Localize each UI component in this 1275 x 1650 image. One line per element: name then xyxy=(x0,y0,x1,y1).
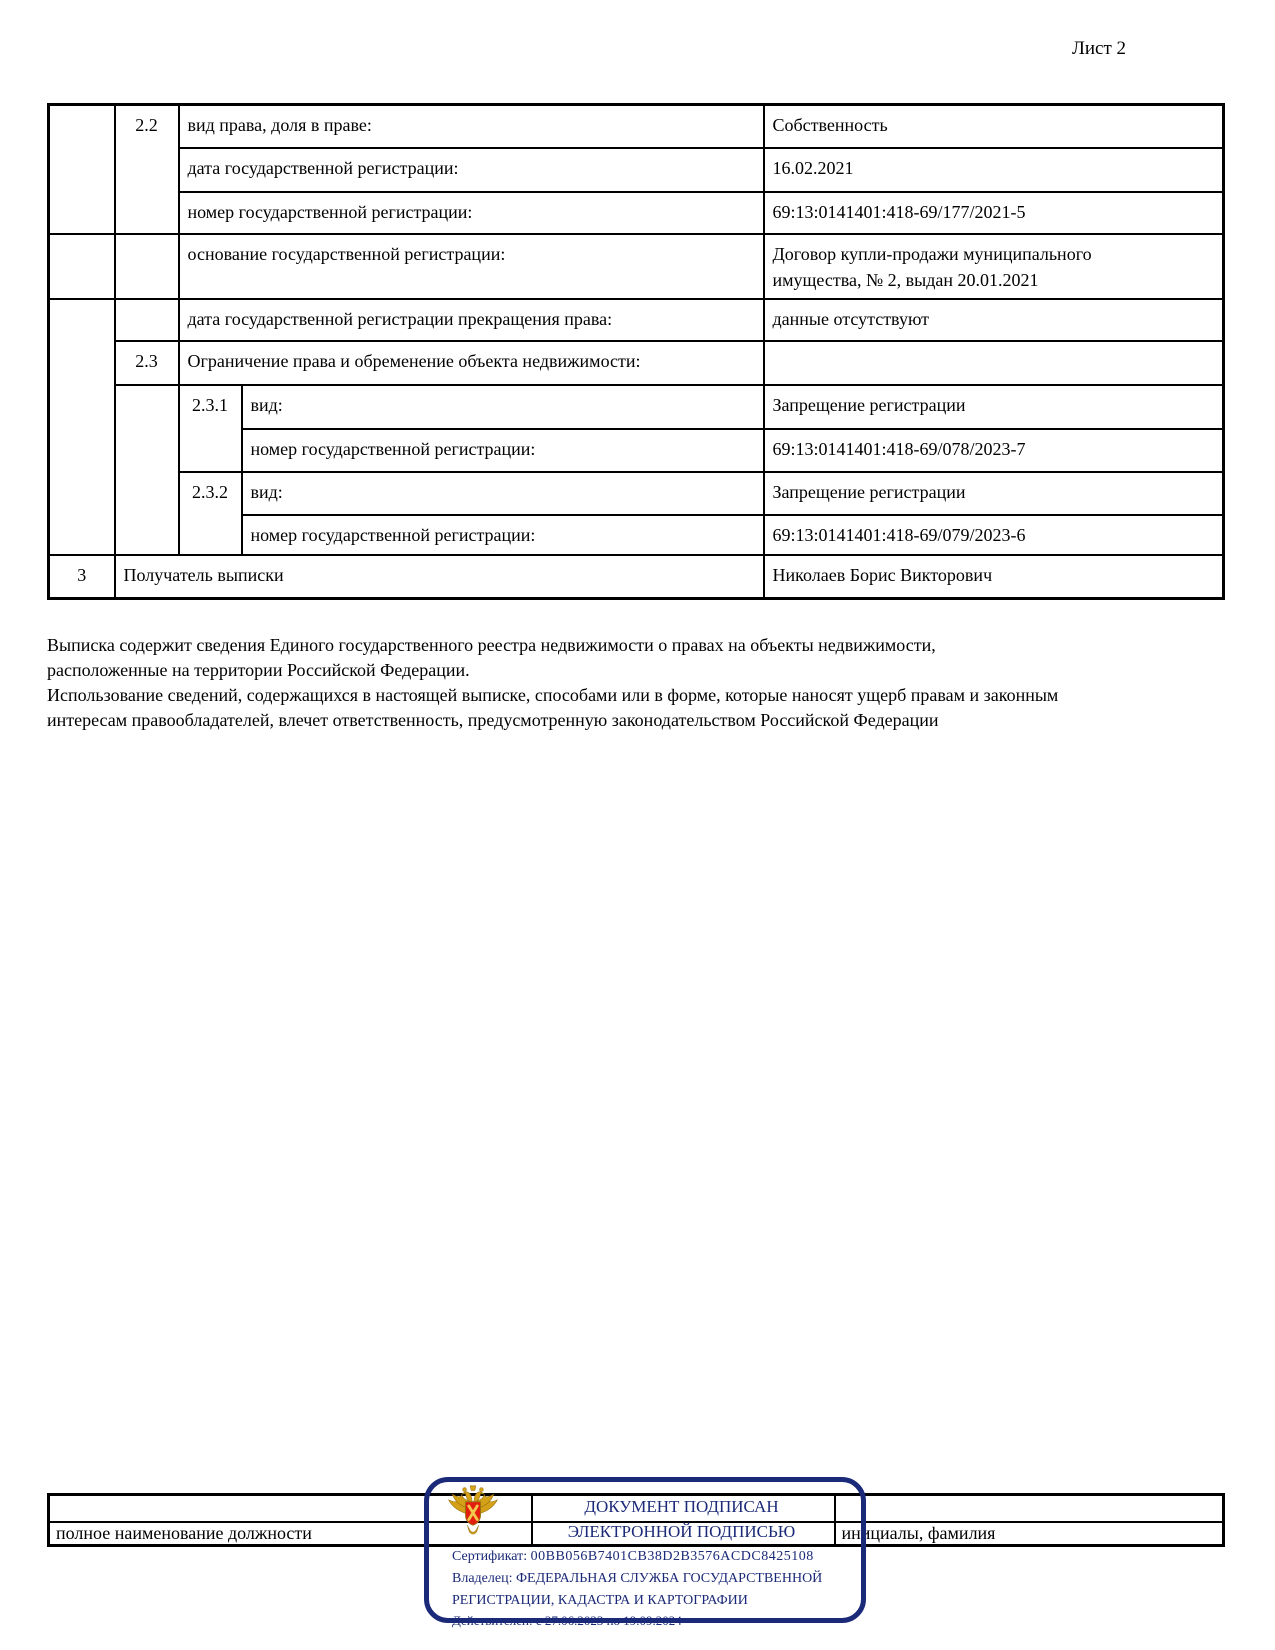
certificate-value: 00BB056B7401CB38D2B3576ACDC8425108 xyxy=(530,1549,814,1564)
field-value: 69:13:0141401:418-69/079/2023-6 xyxy=(764,515,1224,555)
stamp-title-line1: ДОКУМЕНТ ПОДПИСАН xyxy=(584,1497,779,1516)
table-row xyxy=(49,105,1224,148)
row-number xyxy=(115,234,179,299)
note-line: интересам правообладателей, влечет ответственность, предусмотренную законодательством Российской Федерации xyxy=(47,710,939,730)
legal-notes xyxy=(47,633,1177,733)
field-value: данные отсутствуют xyxy=(764,299,1224,341)
field-value xyxy=(764,234,1224,299)
field-value: 69:13:0141401:418-69/078/2023-7 xyxy=(764,429,1224,472)
property-rights-table xyxy=(47,103,1225,600)
field-label: номер государственной регистрации: xyxy=(179,192,764,234)
signature-line-cell xyxy=(835,1495,1224,1522)
certificate-line xyxy=(452,1546,852,1568)
field-label: номер государственной регистрации: xyxy=(242,515,764,555)
coat-of-arms-icon xyxy=(443,1483,503,1543)
field-value-line: имущества, № 2, выдан 20.01.2021 xyxy=(772,269,1039,290)
sheet-number: Лист 2 xyxy=(1071,38,1126,59)
field-value: Запрещение регистрации xyxy=(764,385,1224,429)
table-row xyxy=(49,234,1224,299)
stamp-title-line2: ЭЛЕКТРОННОЙ ПОДПИСЬЮ xyxy=(567,1522,796,1541)
note-line: Использование сведений, содержащихся в настоящей выписке, способами или в форме, которые наносят ущерб правам и законным xyxy=(47,685,1059,705)
row-number: 2.3 xyxy=(115,341,179,385)
row-number: 2.3.2 xyxy=(179,472,242,555)
field-label: дата государственной регистрации: xyxy=(179,148,764,192)
row-number: 2.3.1 xyxy=(179,385,242,472)
field-value xyxy=(764,341,1224,385)
field-value-line: Договор купли-продажи муниципального xyxy=(772,243,1092,264)
table-row xyxy=(49,299,1224,341)
note-line: Выписка содержит сведения Единого государственного реестра недвижимости о правах на объекты недвижимости, xyxy=(47,635,936,655)
field-label: номер государственной регистрации: xyxy=(242,429,764,472)
table-row xyxy=(49,341,1224,385)
field-label: вид права, доля в праве: xyxy=(179,105,764,148)
spacer-cell xyxy=(49,105,115,234)
field-label: основание государственной регистрации: xyxy=(179,234,764,299)
table-row xyxy=(49,385,1224,429)
field-value: 69:13:0141401:418-69/177/2021-5 xyxy=(764,192,1224,234)
field-value: 16.02.2021 xyxy=(764,148,1224,192)
certificate-info xyxy=(452,1546,852,1630)
footer-position-cell: полное наименование должности xyxy=(49,1522,532,1546)
field-value: Запрещение регистрации xyxy=(764,472,1224,515)
field-label: вид: xyxy=(242,385,764,429)
validity-line: Действителен: с 27.06.2023 по 19.09.2024 xyxy=(452,1613,682,1628)
spacer-cell xyxy=(115,385,179,555)
field-label: Получатель выписки xyxy=(115,555,764,599)
footer-name-cell: инициалы, фамилия xyxy=(835,1522,1224,1546)
note-line: расположенные на территории Российской Федерации. xyxy=(47,660,470,680)
spacer-cell xyxy=(49,299,115,555)
row-number xyxy=(115,299,179,341)
certificate-label: Сертификат: xyxy=(452,1549,528,1564)
field-label: Ограничение права и обременение объекта недвижимости: xyxy=(179,341,764,385)
table-row xyxy=(49,148,1224,192)
field-label: дата государственной регистрации прекращения права: xyxy=(179,299,764,341)
owner-line: РЕГИСТРАЦИИ, КАДАСТРА И КАРТОГРАФИИ xyxy=(452,1593,748,1608)
field-value: Собственность xyxy=(764,105,1224,148)
row-number: 2.2 xyxy=(115,105,179,234)
digital-signature-stamp xyxy=(424,1477,866,1628)
row-number: 3 xyxy=(49,555,115,599)
field-label: вид: xyxy=(242,472,764,515)
table-row xyxy=(49,555,1224,599)
field-value: Николаев Борис Викторович xyxy=(764,555,1224,599)
table-row xyxy=(49,472,1224,515)
table-row xyxy=(49,192,1224,234)
spacer-cell xyxy=(49,234,115,299)
owner-line: Владелец: ФЕДЕРАЛЬНАЯ СЛУЖБА ГОСУДАРСТВЕННОЙ xyxy=(452,1571,823,1586)
